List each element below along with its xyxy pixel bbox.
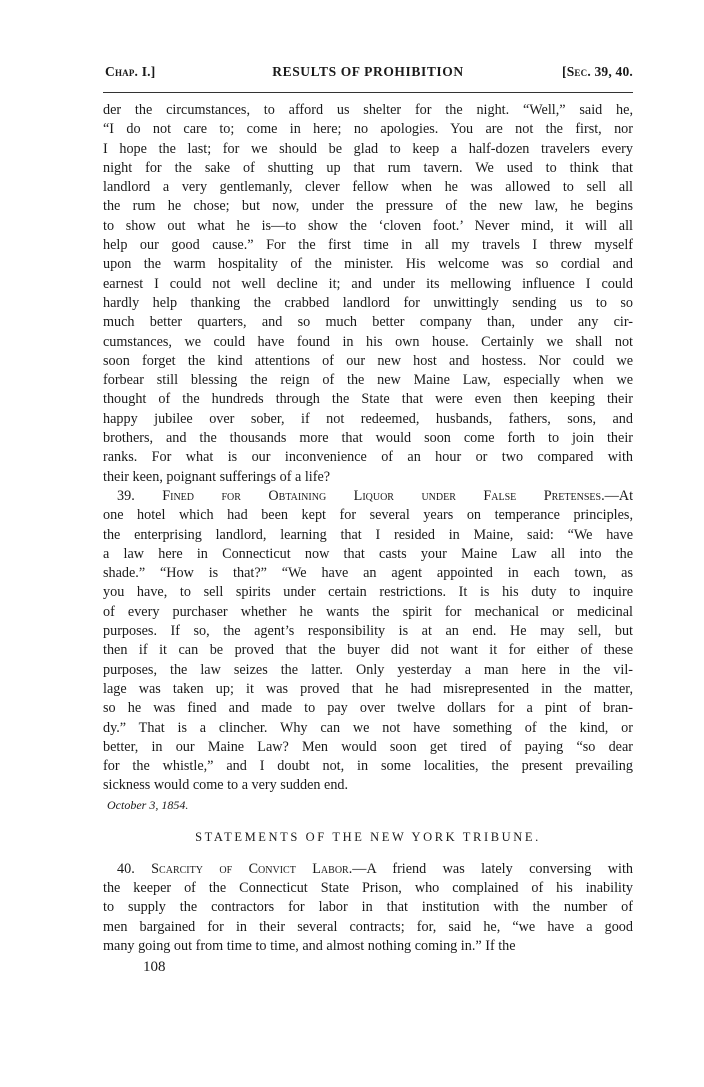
text-line: hardly help thanking the crabbed landlord for unwittingly sending us to so xyxy=(103,294,633,311)
first-line-rest: —A friend was lately conversing with xyxy=(352,860,633,877)
text-line: of every purchaser whether he wants the spirit for mechanical or medicinal xyxy=(103,603,633,620)
text-line: a law here in Connecticut now that casts your Maine Law all into the xyxy=(103,545,633,562)
text-line: der the circumstances, to afford us shelter for the night. “Well,” said he, xyxy=(103,102,633,118)
section-heading-inline: Fined for Obtaining Liquor under False Pretenses. xyxy=(162,487,605,504)
text-line: upon the warm hospitality of the minister. His welcome was so cordial and xyxy=(103,256,633,273)
text-line: much better quarters, and so much better company than, under any cir- xyxy=(103,314,633,331)
text-line: then if it can be proved that the buyer did not want it for either of these xyxy=(103,642,633,659)
text-line: soon forget the kind attentions of our new host and hostess. Nor could we xyxy=(103,352,633,369)
text-line: one hotel which had been kept for several years on temperance principles, xyxy=(103,507,633,524)
text-line: I hope the last; for we should be glad to keep a half-dozen travelers every xyxy=(103,140,633,157)
book-page xyxy=(103,64,633,976)
text-line: the enterprising landlord, learning that I resided in Maine, said: “We have xyxy=(103,526,633,543)
text-line: purposes. If so, the agent’s responsibility is at an end. He may sell, but xyxy=(103,623,633,640)
section-number: 40. xyxy=(117,860,135,877)
text-line: to show out what he is—to show the ‘cloven foot.’ Never mind, it will all xyxy=(103,217,633,234)
text-line: landlord a very gentlemanly, clever fellow when he was allowed to sell all xyxy=(103,179,633,196)
text-line: happy jubilee over sober, if not redeemed, husbands, fathers, sons, and xyxy=(103,410,633,427)
text-line: brothers, and the thousands more that would soon come forth to join their xyxy=(103,430,633,447)
text-line: to supply the contractors for labor in that institution with the number of xyxy=(103,899,633,916)
text-line: the rum he chose; but now, under the pressure of the new law, he begins xyxy=(103,198,633,215)
section-heading: STATEMENTS OF THE NEW YORK TRIBUNE. xyxy=(195,829,541,844)
text-line: dy.” That is a clincher. Why can we not have something of the kind, or xyxy=(103,719,633,736)
text-line: lage was taken up; it was proved that he had misrepresented in the matter, xyxy=(103,680,633,697)
text-line: forbear still blessing the reign of the new Maine Law, especially when we xyxy=(103,372,633,389)
text-line: the keeper of the Connecticut State Prison, who complained of his inability xyxy=(103,879,633,896)
text-line: night for the sake of shutting up that rum tavern. We used to think that xyxy=(103,159,633,176)
text-line: better, in our Maine Law? Men would soon get tired of paying “so dear xyxy=(103,738,633,755)
first-line-rest: —At xyxy=(604,487,634,504)
paragraph-first-line xyxy=(103,860,633,879)
text-line: thought of the hundreds through the State that were even then keeping their xyxy=(103,391,633,408)
text-line: shade.” “How is that?” “We have an agent appointed in each town, as xyxy=(103,565,633,582)
text-line: so he was fined and made to pay over twelve dollars for a pint of bran- xyxy=(103,700,633,717)
chapter-label: Chap. I.] xyxy=(105,64,156,79)
running-head xyxy=(103,64,633,86)
text-line: you have, to sell spirits under certain restrictions. It is his duty to inquire xyxy=(103,584,633,601)
text-line: many going out from time to time, and almost nothing coming in.” If the xyxy=(103,937,516,954)
text-line: for the whistle,” and I doubt not, in some localities, the present prevailing xyxy=(103,758,633,775)
text-line: ranks. For what is our inconvenience of an hour or two compared with xyxy=(103,449,633,466)
body-text xyxy=(103,101,633,976)
text-line: men bargained for in their several contracts; for, said he, “we have a good xyxy=(103,918,633,935)
text-line: their keen, poignant sufferings of a life? xyxy=(103,468,331,485)
text-line: sickness would come to a very sudden end. xyxy=(103,777,349,794)
text-line: earnest I could not well decline it; and under its mellowing influence I could xyxy=(103,275,633,292)
paragraph-continuation xyxy=(103,101,633,487)
header-rule xyxy=(103,92,633,93)
text-line: “I do not care to; come in here; no apologies. You are not the first, nor xyxy=(103,121,633,138)
text-line: help our good cause.” For the first time in all my travels I threw myself xyxy=(103,237,633,254)
running-title: RESULTS OF PROHIBITION xyxy=(272,64,464,79)
paragraph-section-39 xyxy=(103,487,633,796)
dateline: October 3, 1854. xyxy=(107,797,189,812)
page-number: 108 xyxy=(143,959,166,976)
text-line: cumstances, we could have found in his own house. Certainly we shall not xyxy=(103,333,633,350)
paragraph-first-line xyxy=(103,487,633,506)
section-number: 39. xyxy=(117,487,135,504)
paragraph-section-40 xyxy=(103,860,633,956)
text-line: purposes, the law seizes the latter. Only yesterday a man here in the vil- xyxy=(103,661,633,678)
section-label: [Sec. 39, 40. xyxy=(562,64,633,79)
section-heading-inline: Scarcity of Convict Labor. xyxy=(151,860,353,877)
